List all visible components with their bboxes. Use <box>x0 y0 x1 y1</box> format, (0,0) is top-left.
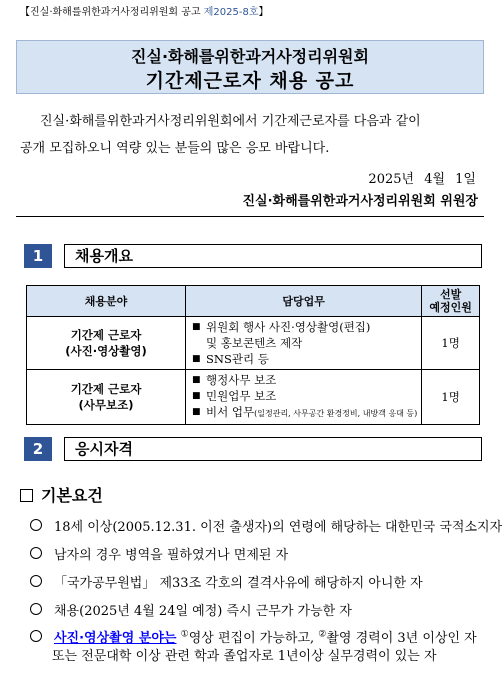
mark-1: ① <box>180 629 189 640</box>
requirement-text: 채용(2025년 4월 24일 예정) 즉시 근무가 가능한 자 <box>54 604 352 619</box>
notice-tag-prefix: 【진실·화해를위한과거사정리위원회 공고 <box>20 7 204 18</box>
mark-2: ② <box>318 629 327 640</box>
duty-note: (일정관리, 사무공간 환경정비, 내방객 응대 등) <box>254 409 418 418</box>
requirement-text: 18세 이상(2005.12.31. 이전 출생자)의 연령에 해당하는 대한민국 국적소지자 <box>54 520 503 535</box>
duty-text: SNS관리 등 <box>206 352 269 366</box>
circle-bullet-icon <box>30 630 42 642</box>
field-name: 기간제 근로자 <box>70 328 142 342</box>
requirement-text: 「국가공무원법」 제33조 각호의 결격사유에 해당하지 아니한 자 <box>54 576 423 591</box>
list-item <box>30 572 423 591</box>
black-square-icon: ■ <box>192 322 201 332</box>
hollow-square-icon <box>20 489 33 502</box>
notice-number: 제2025-8호 <box>203 7 259 18</box>
list-item <box>190 319 417 351</box>
circle-bullet-icon <box>30 547 42 559</box>
list-item <box>190 404 417 422</box>
table-row <box>27 317 480 370</box>
field-cell <box>27 317 186 370</box>
duty-cell <box>186 370 422 425</box>
header-field: 채용분야 <box>27 286 186 317</box>
field-sub: (사무보조) <box>78 398 134 412</box>
requirement-text: 남자의 경우 병역을 필하였거나 면제된 자 <box>54 548 289 563</box>
recruitment-table <box>26 285 480 425</box>
field-cell <box>27 370 186 425</box>
section-1-number: 1 <box>24 244 52 268</box>
section-1-title: 채용개요 <box>64 244 482 268</box>
requirement-text: 영상 편집이 가능하고, <box>188 631 319 646</box>
section-2-title: 응시자격 <box>64 437 482 461</box>
count-cell: 1명 <box>422 370 480 425</box>
notice-tag <box>20 3 269 18</box>
circle-bullet-icon <box>30 519 42 531</box>
list-item <box>190 351 417 367</box>
duty-text: 위원회 행사 사진·영상촬영(편집) <box>206 320 371 334</box>
count-cell: 1명 <box>422 317 480 370</box>
duty-text: 비서 업무 <box>206 405 255 419</box>
duty-text: 민원업무 보조 <box>206 389 277 403</box>
list-item <box>30 600 352 619</box>
intro-line-1: 진실·화해를위한과거사정리위원회에서 기간제근로자를 다음과 같이 <box>40 114 421 129</box>
duty-cell <box>186 317 422 370</box>
list-item <box>190 388 417 404</box>
duty-text: 행정사무 보조 <box>206 373 277 387</box>
field-sub: (사진·영상촬영) <box>65 344 147 358</box>
header-duty: 담당업무 <box>186 286 422 317</box>
black-square-icon: ■ <box>192 375 201 385</box>
divider <box>16 216 484 217</box>
table-header-row <box>27 286 480 317</box>
list-item <box>190 372 417 388</box>
intro-line-2: 공개 모집하오니 역량 있는 분들의 많은 응모 바랍니다. <box>20 141 330 156</box>
section-2-number: 2 <box>24 437 52 461</box>
highlight-text: 사진·영상촬영 분야는 <box>54 631 177 646</box>
requirement-continuation: 또는 전문대학 이상 관련 학과 졸업자로 1년이상 실무경력이 있는 자 <box>52 649 437 664</box>
field-name: 기간제 근로자 <box>70 382 142 396</box>
list-item <box>30 544 288 563</box>
list-item <box>30 516 502 535</box>
black-square-icon: ■ <box>192 407 201 417</box>
black-square-icon: ■ <box>192 354 201 364</box>
basic-req-title: 기본요건 <box>41 486 103 505</box>
black-square-icon: ■ <box>192 391 201 401</box>
duty-continuation: 및 홍보콘텐츠 제작 <box>206 336 303 350</box>
circle-bullet-icon <box>30 575 42 587</box>
header-count: 선발 예정인원 <box>422 286 480 317</box>
requirement-text: 촬영 경력이 3년 이상인 자 <box>326 631 477 646</box>
list-item <box>30 627 477 646</box>
circle-bullet-icon <box>30 603 42 615</box>
table-row <box>27 370 480 425</box>
notice-date: 2025년 4월 1일 <box>368 172 476 187</box>
page-title: 기간제근로자 채용 공고 <box>145 70 355 92</box>
signer: 진실·화해를위한과거사정리위원회 위원장 <box>242 194 478 209</box>
basic-req-heading <box>20 483 103 506</box>
org-title: 진실·화해를위한과거사정리위원회 <box>131 47 369 66</box>
notice-tag-suffix: 】 <box>258 7 269 18</box>
